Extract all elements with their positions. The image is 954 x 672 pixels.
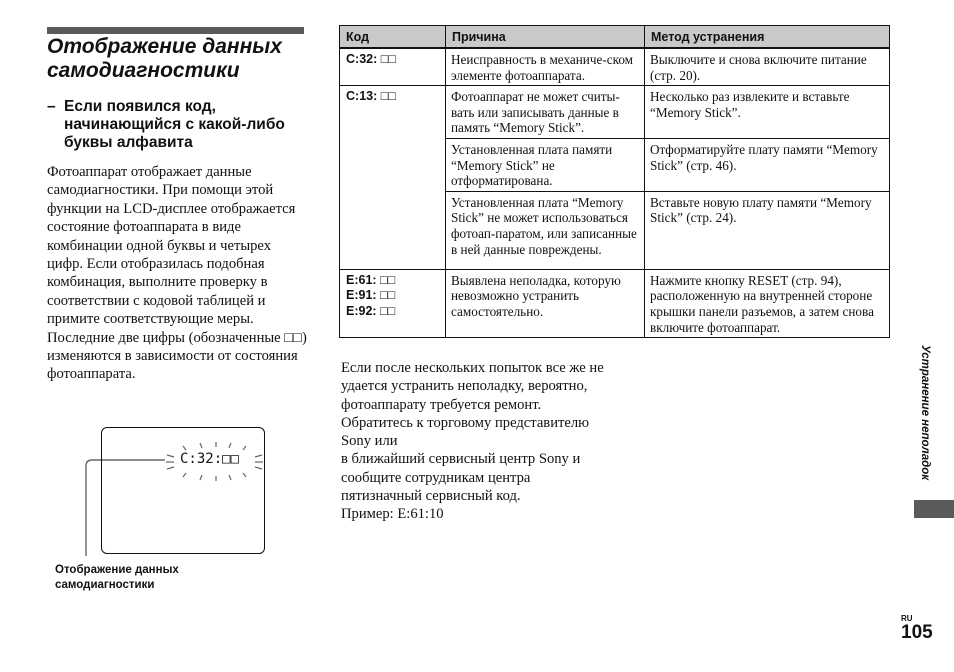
fix-cell: Нажмите кнопку RESET (стр. 94), расположенную на внутренней стороне крышки панели разъемов, а затем снова включите фотоаппарат. [645,269,890,337]
repair-note [341,359,611,524]
header-fix: Метод устранения [645,26,890,49]
section-side-label-text: Устранение неполадок [919,345,931,481]
cause-cell: Установленная плата “Memory Stick” не может использоваться фотоап-паратом, или записанные в ней данные повреждены. [446,191,645,269]
table-header-row [340,26,890,49]
repair-note-example: Пример: E:61:10 [341,506,444,523]
page-title-line2: самодиагностики [47,59,240,82]
code-cell: C:13: □□ [340,86,446,270]
table-row [340,86,890,139]
code-cell: C:32: □□ [340,48,446,86]
lcd-caption [55,563,255,593]
cause-cell: Неисправность в механиче-ском элементе фотоаппарата. [446,48,645,86]
code-cell [340,269,446,337]
header-cause: Причина [446,26,645,49]
repair-note-paragraph2: в ближайший сервисный центр Sony и сообщите сотрудникам центра пятизначный сервисный код. [341,451,581,505]
error-code-table [339,25,890,338]
cause-cell: Установленная плата памяти “Memory Stick” не отформатирована. [446,138,645,191]
table-row [340,269,890,337]
cause-cell: Выявлена неполадка, которую невозможно устранить самостоятельно. [446,269,645,337]
section-side-label [915,345,933,495]
section-bar [47,27,304,34]
code-line: E:61: □□ [346,272,396,287]
fix-cell: Вставьте новую плату памяти “Memory Stick” (стр. 24). [645,191,890,269]
page-number: 105 [901,622,933,643]
fix-cell: Отформатируйте плату памяти “Memory Stick” (стр. 46). [645,138,890,191]
fix-cell: Несколько раз извлеките и вставьте “Memory Stick”. [645,86,890,139]
subheading [47,98,312,152]
cause-cell: Фотоаппарат не может считы-вать или записывать данные в память “Memory Stick”. [446,86,645,139]
subheading-dash: – [47,98,56,115]
lcd-caption-line2: самодиагностики [55,579,155,591]
subheading-text: Если появился код, начинающийся с какой-либо буквы алфавита [64,98,285,151]
lcd-caption-line1: Отображение данных [55,564,179,576]
page-title-line1: Отображение данных [47,35,282,58]
lcd-error-code: C:32:□□ [180,451,240,467]
lcd-screen [101,427,265,554]
table-row [340,48,890,86]
section-tab-marker [914,500,954,518]
page-title [47,35,317,83]
code-line: E:92: □□ [346,303,396,318]
intro-paragraph: Фотоаппарат отображает данные самодиагностики. При помощи этой функции на LCD-дисплее отображается состояние фотоаппарата в виде комбинации одной буквы и четырех цифр. Если отобразилась подобная комбинация, выполните проверку в соответствии с кодовой таблицей и примите соответствующие меры. Последние две цифры (обозначенные □□) изменяются в зависимости от состояния фотоаппарата. [47,164,307,383]
code-line: E:91: □□ [346,288,396,303]
language-code: RU [901,614,913,623]
fix-cell: Выключите и снова включите питание (стр. 20). [645,48,890,86]
header-code: Код [340,26,446,49]
repair-note-paragraph: Если после нескольких попыток все же не удается устранить неполадку, вероятно, фотоаппарату требуется ремонт. Обратитесь к торговому представителю Sony или [341,360,604,450]
